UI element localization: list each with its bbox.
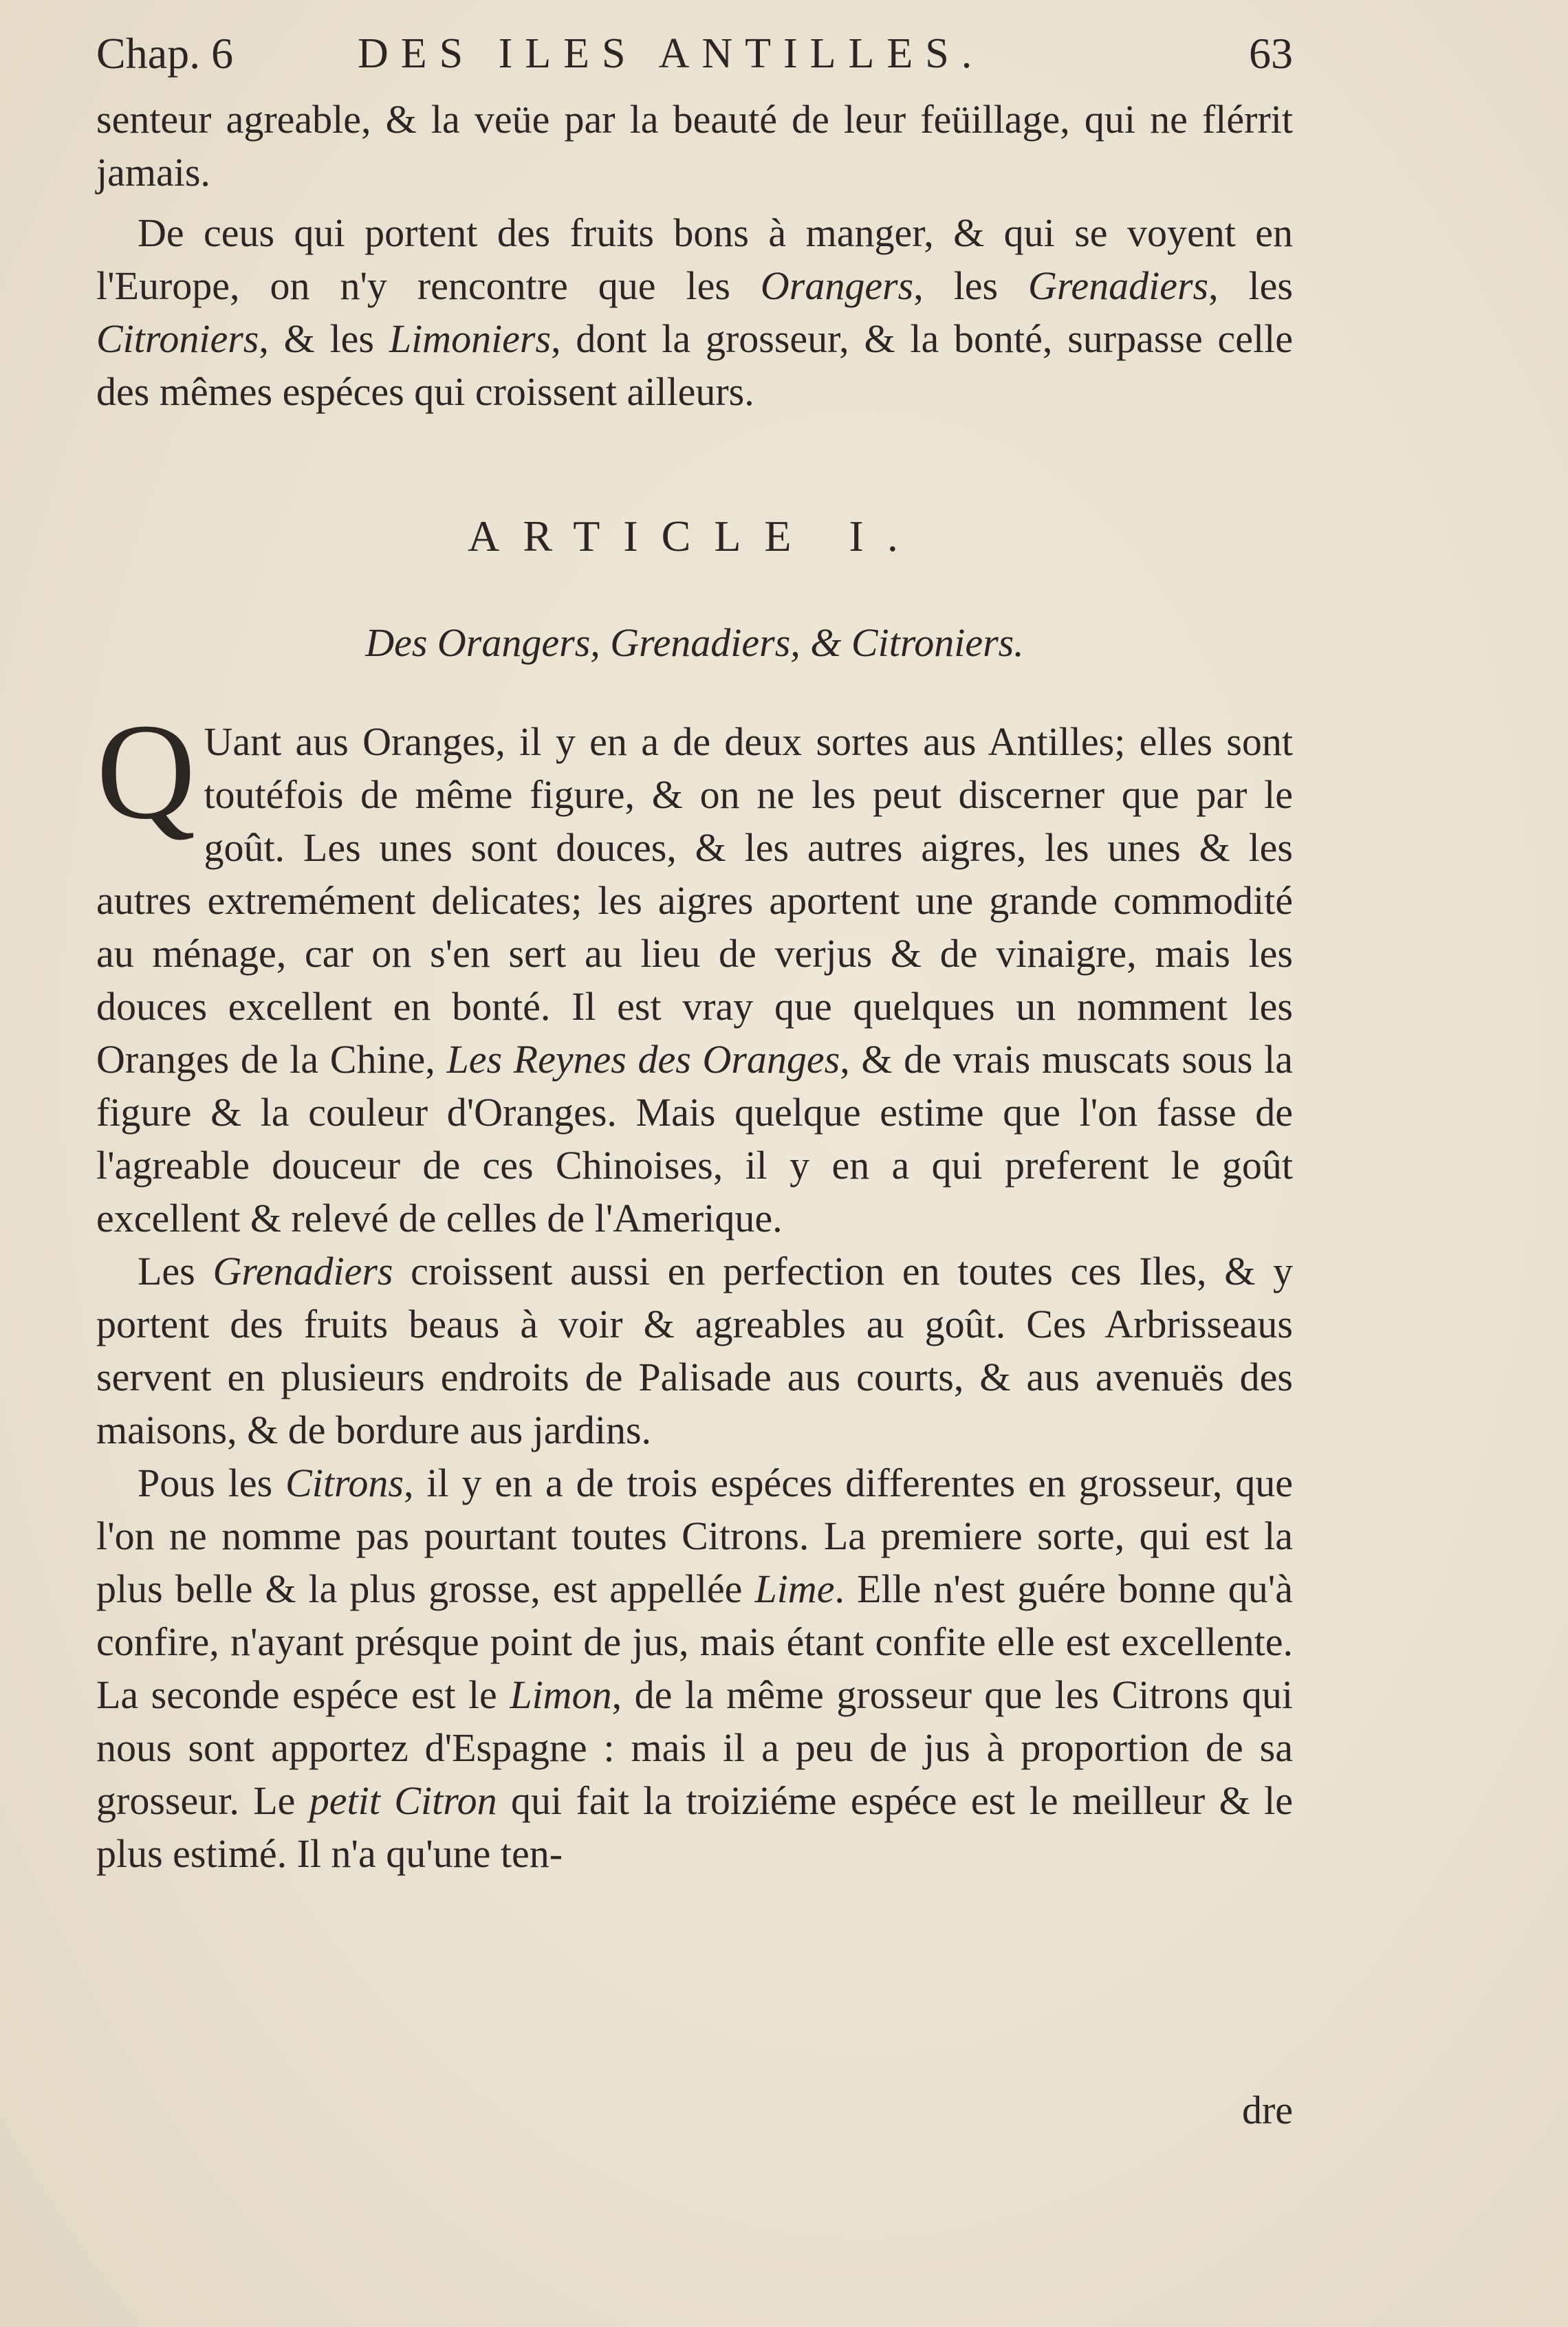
italic-term: Limon [510, 1672, 612, 1717]
text-run: De ceus qui portent des fruits bons à manger, & qui se voyent en l'Europe, on n'y rencontre que les [96, 210, 1293, 308]
catchword: dre [1241, 2088, 1293, 2132]
italic-term: Citrons [285, 1461, 404, 1505]
article-body [96, 696, 1294, 1880]
italic-term: petit Citron [309, 1778, 497, 1823]
running-header [96, 26, 1293, 81]
italic-term: Grenadiers [213, 1249, 393, 1293]
chapter-label: Chap. 6 [96, 29, 234, 78]
text-run: , les [1208, 263, 1293, 308]
italic-term: Lime [754, 1566, 835, 1611]
drop-capital: Q [96, 696, 196, 848]
continuation-paragraph [96, 93, 1293, 199]
text-run: , de la même grosseur que les Citrons qui nous sont apportez d'Espagne : mais il a peu de jus à proportion de sa grosseur. Le [96, 1672, 1293, 1823]
text-run: qui fait la troiziéme espéce est le meilleur & le plus estimé. Il n'a qu'une ten- [96, 1778, 1293, 1876]
citrons-paragraph [96, 1456, 1293, 1880]
italic-term: Orangers [760, 263, 914, 308]
fruit-trees-paragraph [96, 206, 1293, 418]
text-run: , les [913, 263, 1029, 308]
text-run: Les [138, 1249, 213, 1293]
italic-term: Limoniers [389, 316, 552, 361]
article-subtitle: Des Orangers, Grenadiers, & Citroniers. [365, 620, 1024, 665]
text-run: , dont la grosseur, & la bonté, surpasse celle des mêmes espéces qui croissent ailleurs. [96, 316, 1293, 414]
text-run: , & de vrais muscats sous la figure & la couleur d'Oranges. Mais quelque estime que l'on fasse de l'agreable douceur de ces Chinoises, il y en a qui preferent le goût excellent & relevé de celles de l'Amerique. [96, 1037, 1293, 1241]
grenadiers-paragraph [96, 1245, 1293, 1456]
text-run: croissent aussi en perfection en toutes ces Iles, & y portent des fruits beaus à voir & agreables au goût. Ces Arbrisseaus servent en plusieurs endroits de Palisade aus courts, & aus avenuës des maisons, & de bordure aus jardins. [96, 1249, 1294, 1452]
text-run: Uant aus Oranges, il y en a de deux sortes aus Antilles; elles sont toutéfois de même figure, & on ne les peut discerner que par le goût. Les unes sont douces, & les autres aigres, les unes & les autres extremément delicates; les aigres aportent une grande commodité au ménage, car on s'en sert au lieu de verjus & de vinaigre, mais les douces excellent en bonté. Il est vray que quelques un nomment les Oranges de la Chine, [96, 719, 1293, 1082]
running-title: DES ILES ANTILLES. [358, 30, 985, 77]
italic-term: Les Reynes des Oranges [446, 1037, 840, 1082]
italic-term: Grenadiers [1028, 263, 1209, 308]
page-number: 63 [1249, 29, 1293, 78]
oranges-paragraph [96, 696, 1293, 1245]
article-heading: ARTICLE I. [468, 512, 922, 560]
text-run: , il y en a de trois espéces differentes en grosseur, que l'on ne nomme pas pourtant toutes Citrons. La premiere sorte, qui est la plus belle & la plus grosse, est appellée [96, 1461, 1293, 1611]
text-run: Pous les [138, 1461, 286, 1505]
italic-term: Citroniers [96, 316, 259, 361]
text-run: , & les [259, 316, 389, 361]
text-run: . Elle n'est guére bonne qu'à confire, n'ayant présque point de jus, mais étant confite elle est excellente. La seconde espéce est le [96, 1566, 1293, 1717]
continuation-text: senteur agreable, & la veüe par la beauté de leur feüillage, qui ne flérrit jamais. [96, 97, 1293, 195]
